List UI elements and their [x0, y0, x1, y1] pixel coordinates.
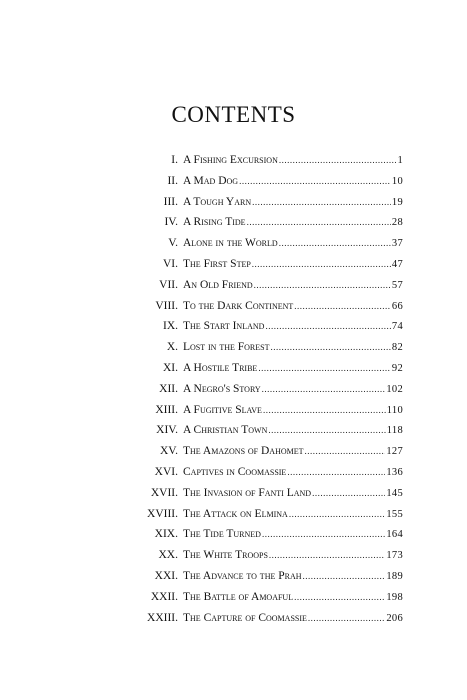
chapter-line [183, 171, 403, 193]
chapter-number: XXI. [154, 569, 178, 582]
dot-leader [308, 608, 385, 629]
chapter-page-number: 136 [386, 466, 403, 478]
toc-entry [0, 462, 467, 483]
chapter-number: XI. [162, 361, 178, 374]
chapter-line [183, 379, 403, 401]
page-title: CONTENTS [171, 102, 296, 127]
dot-leader [279, 233, 391, 254]
chapter-page-number: 118 [386, 425, 403, 437]
chapter-title: The Attack on Elmina [183, 507, 288, 520]
chapter-line [183, 545, 403, 567]
chapter-title: A Fishing Excursion [183, 154, 278, 166]
toc-entry [0, 233, 467, 254]
dot-leader [287, 462, 385, 483]
chapter-number: XXII. [150, 590, 178, 603]
chapter-number: XII. [159, 382, 178, 395]
chapter-line [183, 150, 403, 172]
chapter-title: The Invasion of Fanti Land [183, 486, 312, 499]
chapter-page-number: 74 [391, 321, 403, 333]
chapter-number: XVII. [150, 486, 178, 499]
chapter-number: XX. [158, 549, 178, 562]
toc-entry [0, 524, 467, 545]
toc-entry [0, 566, 467, 587]
chapter-page-number: 155 [386, 508, 403, 520]
dot-leader [312, 483, 385, 504]
chapter-page-number: 164 [386, 529, 403, 541]
chapter-line [183, 296, 403, 318]
chapter-title: The White Troops [183, 549, 268, 562]
chapter-line [183, 192, 403, 214]
dot-leader [262, 524, 385, 545]
chapter-number: XVIII. [147, 507, 178, 520]
chapter-page-number: 206 [386, 612, 403, 624]
dot-leader [239, 171, 391, 192]
dot-leader [303, 566, 386, 587]
chapter-page-number: 19 [391, 196, 403, 208]
dot-leader [289, 504, 386, 525]
chapter-line [183, 566, 403, 588]
chapter-title: A Negro's Story [183, 382, 261, 395]
chapter-line [183, 275, 403, 297]
toc-entry [0, 504, 467, 525]
chapter-line [183, 441, 403, 463]
chapter-number: VIII. [155, 299, 178, 312]
chapter-page-number: 10 [391, 175, 403, 187]
chapter-number: XV. [159, 445, 178, 458]
chapter-title: Alone in the World [183, 237, 278, 250]
toc-entry [0, 316, 467, 337]
chapter-title: The First Step [183, 257, 251, 270]
toc-entry [0, 608, 467, 629]
chapter-page-number: 110 [386, 404, 403, 416]
chapter-title: The Amazons of Dahomet [183, 445, 304, 458]
chapter-line [183, 608, 403, 630]
chapter-line [183, 316, 403, 338]
chapter-title: To the Dark Continent [183, 299, 294, 312]
chapter-line [183, 483, 403, 505]
chapter-page-number: 66 [391, 300, 403, 312]
toc-entry [0, 254, 467, 275]
chapter-page-number: 102 [386, 383, 403, 395]
dot-leader [252, 254, 391, 275]
chapter-title: A Mad Dog [183, 174, 239, 187]
toc-entry [0, 275, 467, 296]
chapter-line [183, 233, 403, 255]
chapter-title: The Start Inland [183, 320, 265, 333]
chapter-number: XXIII. [147, 611, 178, 624]
dot-leader [279, 150, 397, 171]
chapter-line [183, 420, 403, 442]
toc-entry [0, 150, 467, 171]
toc-entry [0, 296, 467, 317]
chapter-number: XIII. [155, 403, 178, 416]
dot-leader [271, 337, 391, 358]
chapter-line [183, 254, 403, 276]
chapter-number: X. [166, 341, 178, 354]
chapter-title: The Tide Turned [183, 528, 261, 541]
chapter-title: The Battle of Amoaful [183, 590, 294, 603]
chapter-line [183, 400, 403, 422]
dot-leader [258, 358, 391, 379]
chapter-number: VII. [159, 278, 178, 291]
toc-entry [0, 212, 467, 233]
dot-leader [265, 316, 390, 337]
chapter-number: I. [171, 154, 178, 166]
chapter-page-number: 145 [386, 487, 403, 499]
chapter-page-number: 47 [391, 258, 403, 270]
chapter-line [183, 358, 403, 380]
toc-entry [0, 483, 467, 504]
chapter-title: The Advance to the Prah [183, 569, 302, 582]
toc-entry [0, 358, 467, 379]
chapter-number: XIX. [154, 528, 178, 541]
chapter-page-number: 82 [391, 342, 403, 354]
chapter-number: VI. [162, 257, 178, 270]
chapter-page-number: 1 [397, 155, 403, 166]
chapter-page-number: 198 [386, 591, 403, 603]
chapter-number: III. [163, 195, 178, 208]
chapter-page-number: 92 [391, 362, 403, 374]
toc-entry [0, 400, 467, 421]
dot-leader [262, 379, 386, 400]
toc-entry [0, 545, 467, 566]
chapter-title: A Rising Tide [183, 216, 246, 229]
dot-leader [294, 587, 385, 608]
chapter-line [183, 337, 403, 359]
chapter-number: IX. [162, 320, 178, 333]
dot-leader [247, 212, 391, 233]
dot-leader [294, 296, 391, 317]
dot-leader [268, 420, 385, 441]
chapter-title: A Fugitive Slave [183, 403, 262, 416]
chapter-line [183, 524, 403, 546]
chapter-line [183, 504, 403, 526]
chapter-title: A Christian Town [183, 424, 268, 437]
toc-entry [0, 192, 467, 213]
chapter-number: XIV. [156, 424, 178, 437]
chapter-page-number: 127 [386, 446, 403, 458]
toc-entry [0, 337, 467, 358]
chapter-page-number: 57 [391, 279, 403, 291]
dot-leader [254, 275, 391, 296]
dot-leader [263, 400, 386, 421]
chapter-title: Captives in Coomassie [183, 465, 287, 478]
toc-entry [0, 420, 467, 441]
chapter-line [183, 212, 403, 234]
chapter-line [183, 587, 403, 609]
chapter-number: V. [168, 237, 178, 250]
dot-leader [269, 545, 385, 566]
toc-entry [0, 441, 467, 462]
toc-entry [0, 171, 467, 192]
chapter-line [183, 462, 403, 484]
chapter-page-number: 189 [386, 570, 403, 582]
dot-leader [305, 441, 386, 462]
chapter-title: A Tough Yarn [183, 195, 252, 208]
dot-leader [252, 192, 391, 213]
chapter-number: XVI. [154, 465, 178, 478]
chapter-page-number: 173 [386, 550, 403, 562]
toc-entry [0, 587, 467, 608]
chapter-title: The Capture of Coomassie [183, 611, 307, 624]
chapter-title: Lost in the Forest [183, 341, 270, 354]
chapter-page-number: 28 [391, 217, 403, 229]
toc-entry [0, 379, 467, 400]
chapter-number: IV. [164, 216, 178, 229]
table-of-contents [0, 150, 467, 628]
chapter-title: An Old Friend [183, 278, 253, 291]
chapter-number: II. [167, 174, 178, 187]
chapter-page-number: 37 [391, 238, 403, 250]
chapter-title: A Hostile Tribe [183, 361, 258, 374]
